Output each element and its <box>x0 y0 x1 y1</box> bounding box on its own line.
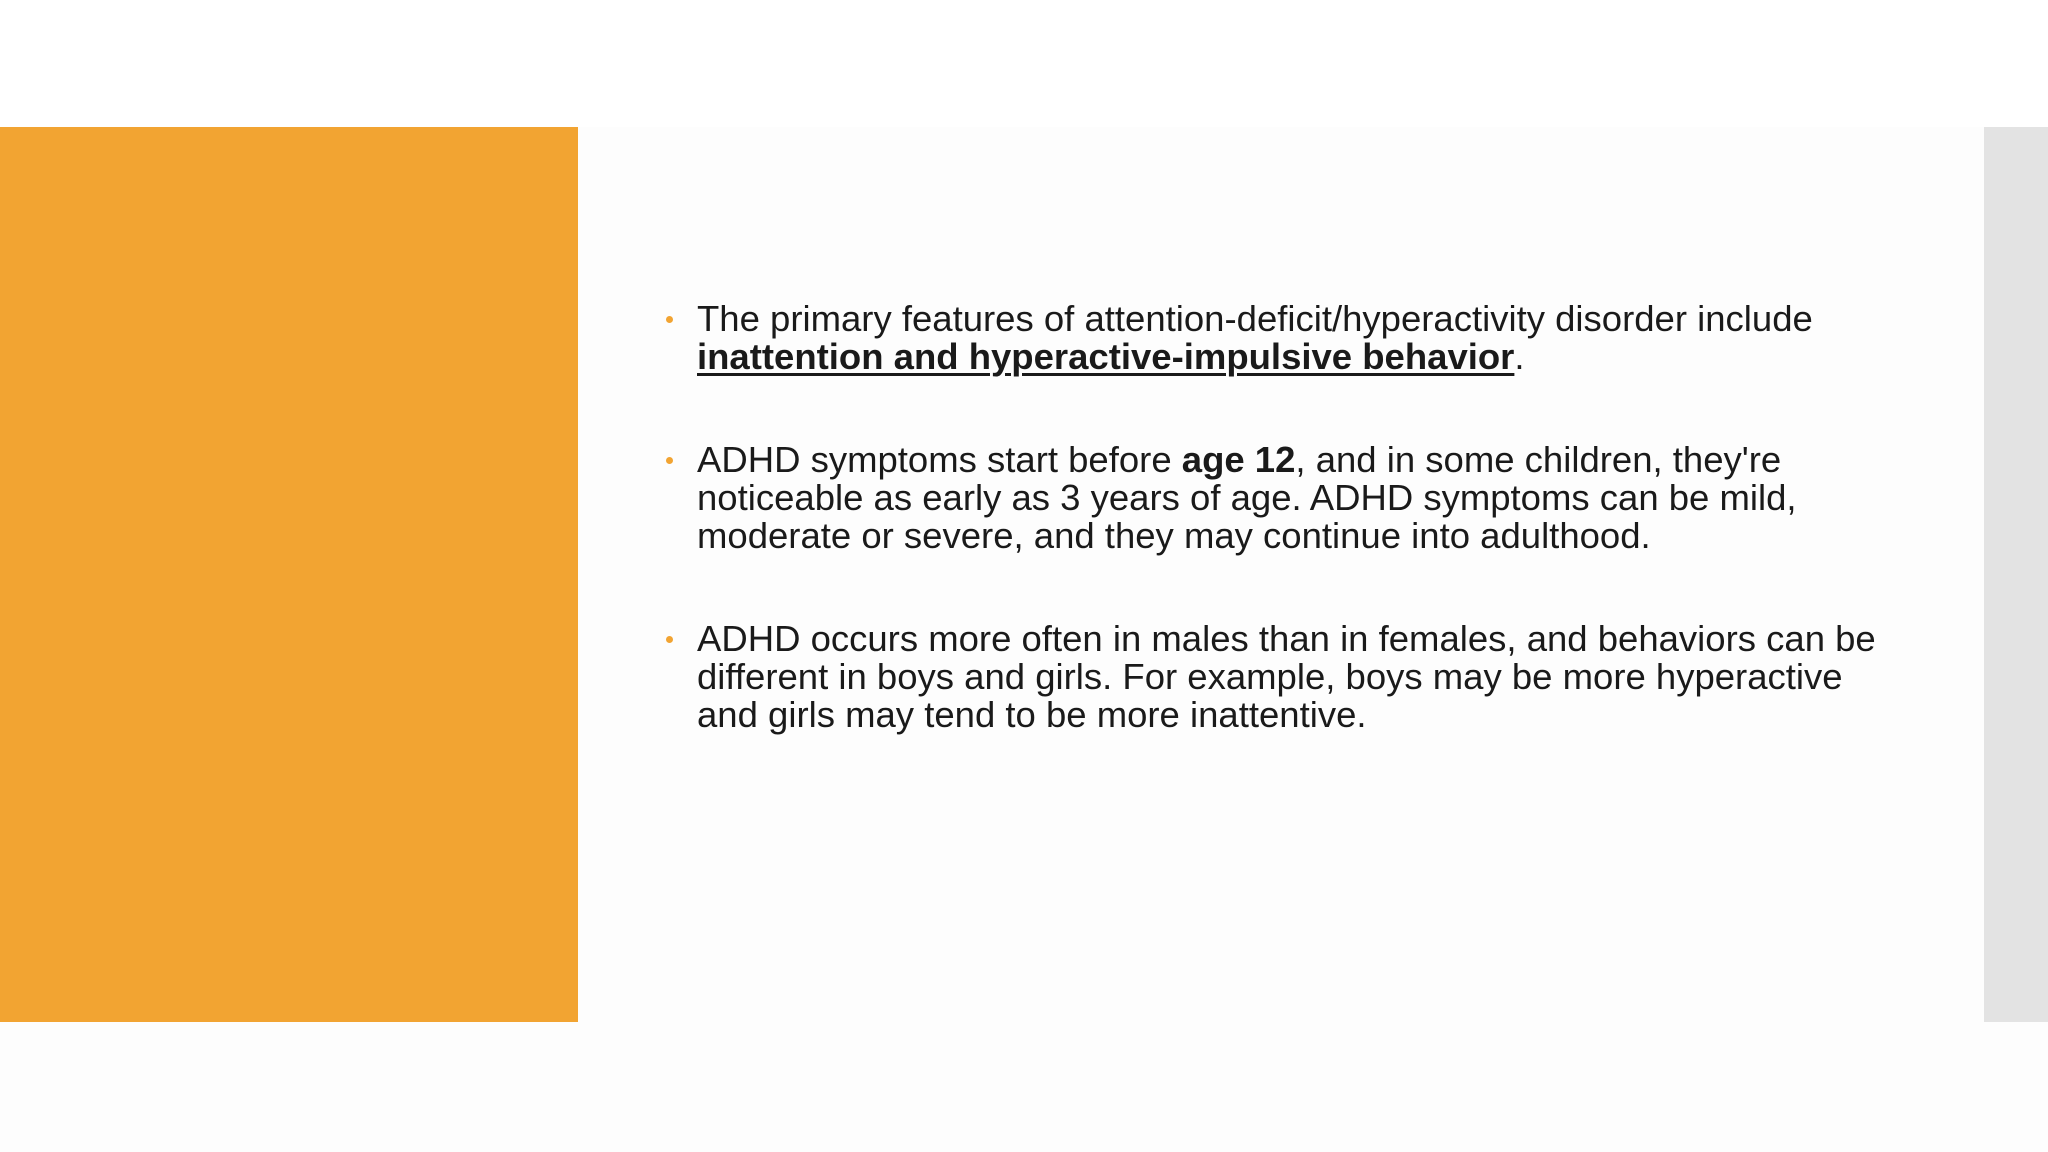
accent-panel <box>0 127 578 1022</box>
slide-top-band <box>0 0 2048 127</box>
bullet-dot-icon <box>666 316 673 323</box>
bullet-list <box>660 300 1880 734</box>
bullet-text: , and in some children, they're noticeable as early as 3 years of age. ADHD symptoms can be mild, moderate or severe, and they may continue into adulthood. <box>697 439 1797 556</box>
bullet-text: ADHD occurs more often in males than in females, and behaviors can be different in boys and girls. For example, boys may be more hyperactive and girls may tend to be more inattentive. <box>697 618 1876 735</box>
bullet-item <box>660 441 1880 555</box>
bullet-text: . <box>1514 336 1525 377</box>
slide-content <box>660 300 1880 734</box>
bullet-dot-icon <box>666 636 673 643</box>
bullet-text: ADHD symptoms start before <box>697 439 1182 480</box>
bullet-dot-icon <box>666 457 673 464</box>
bullet-emphasis: age 12 <box>1181 439 1296 480</box>
bullet-item <box>660 620 1880 734</box>
bullet-item <box>660 300 1880 376</box>
bullet-text: The primary features of attention-deficit/hyperactivity disorder include <box>697 298 1813 339</box>
side-strip <box>1984 127 2048 1022</box>
bullet-emphasis: inattention and hyperactive-impulsive behavior <box>697 336 1515 377</box>
